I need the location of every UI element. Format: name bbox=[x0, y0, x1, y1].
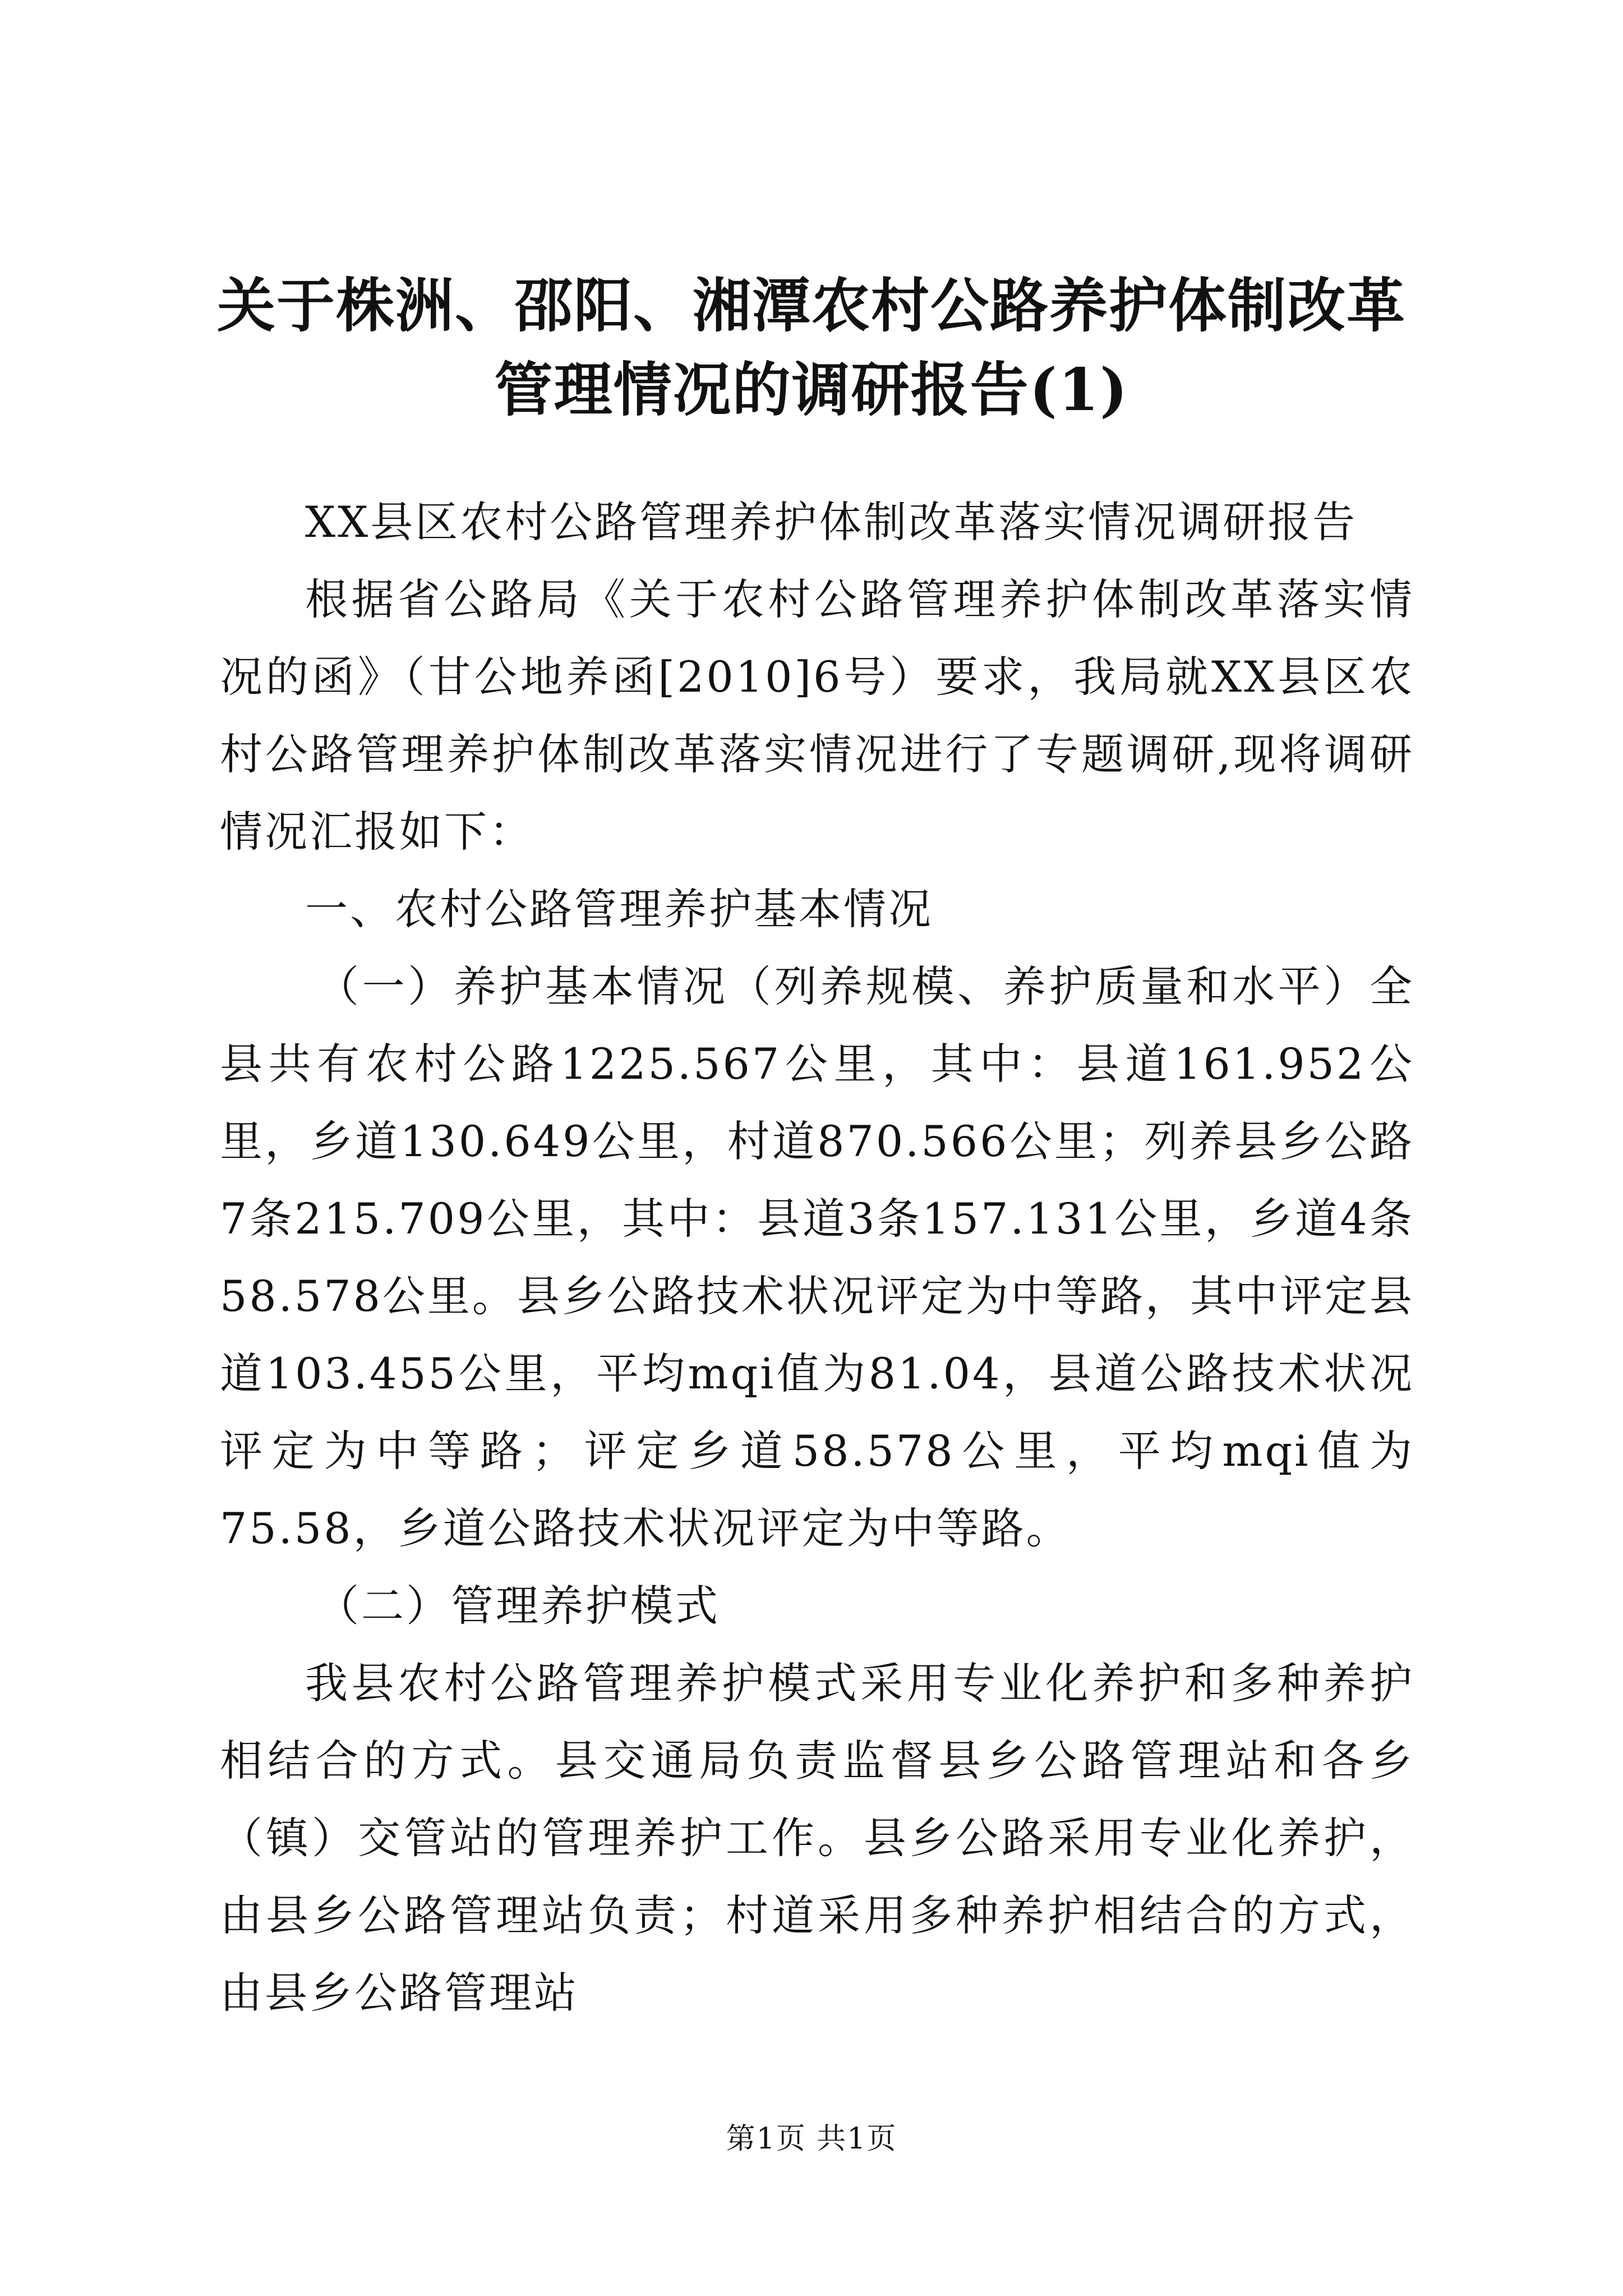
paragraph-maintenance-mode: 我县农村公路管理养护模式采用专业化养护和多种养护相结合的方式。县交通局负责监督县乡公路管理站和各乡（镇）交管站的管理养护工作。县乡公路采用专业化养护，由县乡公路管理站负责；村道采用多种养护相结合的方式，由县乡公路管理站 bbox=[220, 1658, 1414, 2018]
section-heading-1: 一、农村公路管理养护基本情况 bbox=[305, 884, 933, 934]
report-subtitle: XX县区农村公路管理养护体制改革落实情况调研报告 bbox=[305, 497, 1358, 547]
page-footer: 第1页 共1页 bbox=[726, 2122, 897, 2156]
section-heading-1-2: （二）管理养护模式 bbox=[316, 1581, 720, 1631]
paragraph-maintenance-basics: （一）养护基本情况（列养规模、养护质量和水平）全县共有农村公路1225.567公里，其中：县道161.952公里，乡道130.649公里，村道870.566公里；列养县乡公路7条215.709公里，其中：县道3条157.131公里，乡道4条58.578公里。县乡公路技术状况评定为中等路，其中评定县道103.455公里，平均mqi值为81.04，县道公路技术状况评定为中等路；评定乡道58.578公里，平均mqi值为75.58，乡道公路技术状况评定为中等路。 bbox=[220, 961, 1414, 1553]
document-body bbox=[220, 484, 1414, 2032]
document-title bbox=[202, 264, 1421, 432]
title-line-2: 管理情况的调研报告(1) bbox=[494, 355, 1129, 424]
title-line-1: 关于株洲、邵阳、湘潭农村公路养护体制改革 bbox=[216, 271, 1406, 340]
paragraph-intro: 根据省公路局《关于农村公路管理养护体制改革落实情况的函》（甘公地养函[2010]6号）要求，我局就XX县区农村公路管理养护体制改革落实情况进行了专题调研,现将调研情况汇报如下： bbox=[220, 574, 1414, 857]
